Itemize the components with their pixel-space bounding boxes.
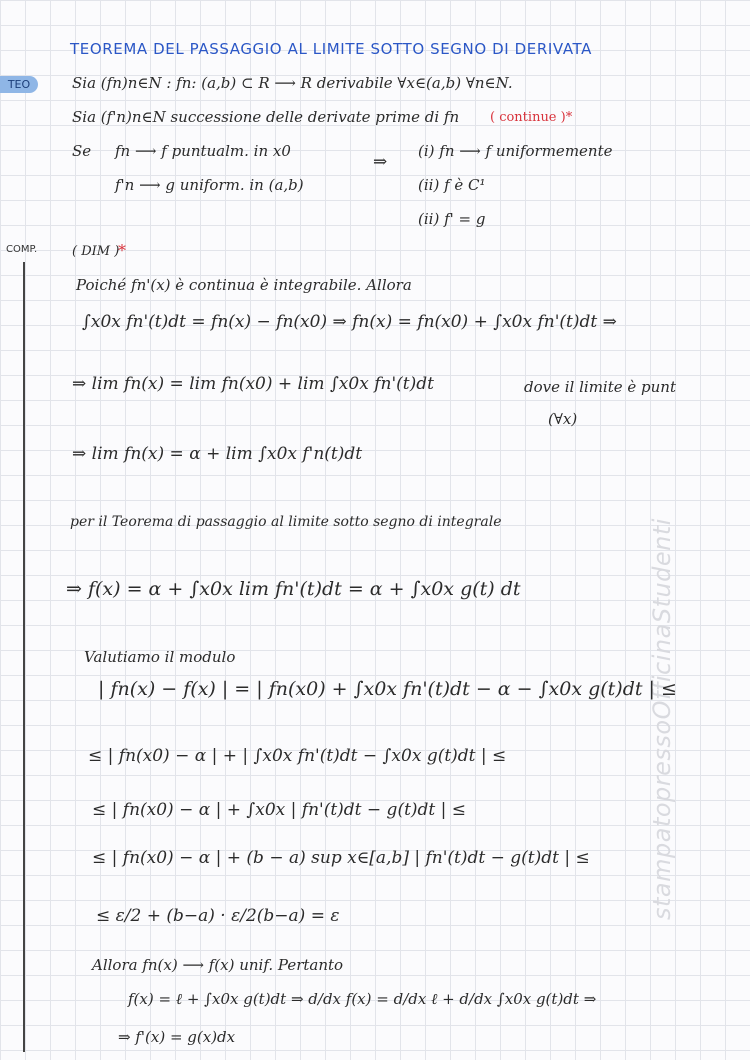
proof-line-7: Valutiamo il modulo bbox=[84, 648, 236, 666]
proof-line-9: ≤ | fn(x0) − α | + | ∫x0x fn'(t)dt − ∫x0x g(t)dt | ≤ bbox=[88, 746, 507, 766]
comp-label: COMP. bbox=[6, 244, 38, 255]
page-title: TEOREMA DEL PASSAGGIO AL LIMITE SOTTO SEGNO DI DERIVATA bbox=[70, 40, 592, 58]
result-1: (i) fn ⟶ f uniformemente bbox=[418, 142, 613, 160]
proof-line-10: ≤ | fn(x0) − α | + ∫x0x | fn'(t)dt − g(t)dt | ≤ bbox=[92, 800, 467, 820]
condition-2: f'n ⟶ g uniform. in (a,b) bbox=[115, 176, 304, 194]
proof-line-4: ⇒ lim fn(x) = α + lim ∫x0x f'n(t)dt bbox=[72, 444, 363, 464]
if-label: Se bbox=[72, 142, 92, 160]
result-3: (ii) f' = g bbox=[418, 210, 486, 228]
proof-line-2: ∫x0x fn'(t)dt = fn(x) − fn(x0) ⇒ fn(x) = fn(x0) + ∫x0x fn'(t)dt ⇒ bbox=[82, 312, 617, 332]
hypothesis-line-2: Sia (f'n)n∈N successione delle derivate prime di fn bbox=[72, 108, 460, 126]
proof-line-3: ⇒ lim fn(x) = lim fn(x0) + lim ∫x0x fn'(t)dt bbox=[72, 374, 434, 394]
continue-note: ( continue )* bbox=[490, 110, 573, 125]
proof-line-1: Poiché fn'(x) è continua è integrabile. Allora bbox=[76, 276, 412, 294]
watermark: stampatopressoOfficinaStudenti bbox=[648, 518, 676, 920]
result-2: (ii) f è C¹ bbox=[418, 176, 486, 194]
proof-heading: ( DIM ) bbox=[72, 244, 120, 259]
proof-line-3-note: dove il limite è punt bbox=[524, 378, 676, 396]
proof-line-5: per il Teorema di passaggio al limite sotto segno di integrale bbox=[70, 514, 502, 530]
proof-line-15: ⇒ f'(x) = g(x)dx bbox=[118, 1028, 236, 1046]
proof-line-6: ⇒ f(x) = α + ∫x0x lim fn'(t)dt = α + ∫x0x g(t) dt bbox=[66, 578, 521, 600]
proof-star: * bbox=[118, 241, 126, 260]
teo-tag: TEO bbox=[0, 76, 38, 93]
proof-margin-line bbox=[23, 262, 25, 1052]
proof-line-8: | fn(x) − f(x) | = | fn(x0) + ∫x0x fn'(t)dt − α − ∫x0x g(t)dt | ≤ bbox=[98, 678, 677, 700]
condition-1: fn ⟶ f puntualm. in x0 bbox=[115, 142, 291, 160]
proof-line-3-note-2: (∀x) bbox=[548, 410, 578, 428]
hypothesis-line-1: Sia (fn)n∈N : fn: (a,b) ⊂ R ⟶ R derivabile ∀x∈(a,b) ∀n∈N. bbox=[72, 74, 513, 92]
proof-line-11: ≤ | fn(x0) − α | + (b − a) sup x∈[a,b] | fn'(t)dt − g(t)dt | ≤ bbox=[92, 848, 590, 868]
proof-line-13: Allora fn(x) ⟶ f(x) unif. Pertanto bbox=[92, 956, 344, 974]
implies-arrow: ⇒ bbox=[373, 152, 388, 172]
proof-line-14: f(x) = ℓ + ∫x0x g(t)dt ⇒ d/dx f(x) = d/dx ℓ + d/dx ∫x0x g(t)dt ⇒ bbox=[128, 990, 597, 1008]
proof-line-12: ≤ ε/2 + (b−a) · ε/2(b−a) = ε bbox=[96, 906, 340, 926]
